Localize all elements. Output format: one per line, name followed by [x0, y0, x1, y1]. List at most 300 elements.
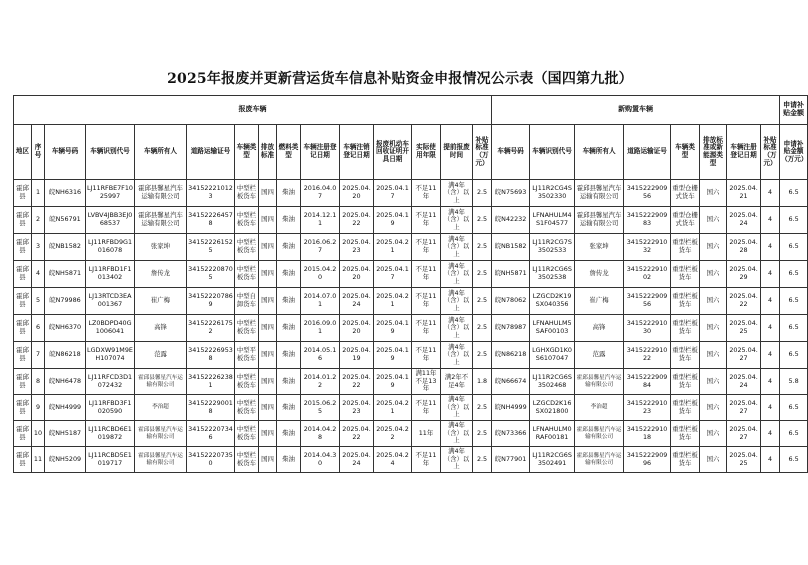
table-cell: 霍邱县馨星汽车运输有限公司: [575, 447, 624, 473]
table-cell: 满4年（含）以上: [441, 395, 473, 421]
table-cell: LZGCD2K19SX040356: [530, 288, 575, 315]
table-cell: 国四: [259, 447, 277, 473]
table-cell: 国四: [259, 234, 277, 261]
table-cell: 皖N79986: [45, 288, 86, 315]
table-cell: 国六: [700, 369, 727, 395]
column-header: 地区: [14, 125, 32, 180]
table-cell: 2014.12.11: [301, 207, 340, 234]
table-cell: LJ11RFBD1F1013402: [86, 261, 135, 288]
table-cell: 3: [32, 234, 45, 261]
table-cell: 满4年（含）以上: [441, 447, 473, 473]
table-cell: 国四: [259, 261, 277, 288]
table-cell: 皖NH5871: [492, 261, 530, 288]
table-cell: 341522291018: [624, 421, 671, 447]
table-cell: LFNAHULM0RAF00181: [530, 421, 575, 447]
table-cell: 4: [761, 234, 780, 261]
table-cell: 2025.04.22: [340, 421, 374, 447]
table-cell: 霍邱县: [14, 421, 32, 447]
table-cell: 2025.04.19: [374, 315, 412, 342]
table-cell: 中型栏板货车: [235, 315, 259, 342]
table-cell: 2014.04.28: [301, 421, 340, 447]
table-cell: 341522291032: [624, 234, 671, 261]
table-cell: 皖N78062: [492, 288, 530, 315]
table-cell: 重型栏板货车: [671, 342, 700, 369]
table-cell: LJ11R2CG6S3502491: [530, 447, 575, 473]
table-cell: 霍邱县馨星汽车运输有限公司: [135, 421, 187, 447]
table-cell: 2025.04.22: [340, 207, 374, 234]
table-cell: 霍邱县馨星汽车运输有限公司: [575, 180, 624, 207]
column-header: 车辆注销登记日期: [340, 125, 374, 180]
table-cell: 满4年（含）以上: [441, 315, 473, 342]
table-cell: 341522290984: [624, 369, 671, 395]
column-header: 补贴标准（万元）: [761, 125, 780, 180]
table-cell: 2.5: [473, 315, 492, 342]
table-cell: 4: [761, 447, 780, 473]
subsidy-table: [13, 95, 808, 473]
table-cell: 皖NH6478: [45, 369, 86, 395]
table-cell: 2025.04.20: [340, 315, 374, 342]
column-header: 道路运输证号: [187, 125, 235, 180]
table-cell: 重型栏板货车: [671, 315, 700, 342]
column-header: 道路运输证号: [624, 125, 671, 180]
table-cell: LGHXGD1K0S6107047: [530, 342, 575, 369]
table-cell: 2014.01.22: [301, 369, 340, 395]
table-cell: 柴油: [277, 395, 301, 421]
table-cell: 柴油: [277, 261, 301, 288]
table-cell: 满4年（含）以上: [441, 180, 473, 207]
table-cell: 皖N42232: [492, 207, 530, 234]
column-header: 车辆所有人: [575, 125, 624, 180]
table-cell: 不足11年: [412, 315, 441, 342]
table-cell: 2025.04.27: [727, 395, 761, 421]
table-cell: 341522290996: [624, 447, 671, 473]
column-header: 车辆类型: [671, 125, 700, 180]
table-cell: 霍邱县: [14, 180, 32, 207]
table-cell: 2025.04.21: [374, 395, 412, 421]
table-cell: 341522208705: [187, 261, 235, 288]
table-cell: 国六: [700, 180, 727, 207]
table-cell: 4: [761, 261, 780, 288]
table-cell: 4: [761, 315, 780, 342]
table-cell: 6.5: [780, 180, 808, 207]
table-cell: LFNAHULM4S1F04577: [530, 207, 575, 234]
table-cell: 2.5: [473, 288, 492, 315]
column-header: 车辆识别代号: [530, 125, 575, 180]
table-cell: 341522207346: [187, 421, 235, 447]
table-cell: 国六: [700, 288, 727, 315]
table-cell: 张家坤: [575, 234, 624, 261]
table-cell: 国六: [700, 447, 727, 473]
table-cell: 341522290956: [624, 180, 671, 207]
table-cell: LJ11RFBD9G1016078: [86, 234, 135, 261]
table-cell: LJ13RTCD3EA001367: [86, 288, 135, 315]
table-cell: 2.5: [473, 180, 492, 207]
table-cell: 国四: [259, 180, 277, 207]
table-row: [14, 261, 808, 288]
table-cell: 2025.04.27: [727, 342, 761, 369]
table-cell: 341522261525: [187, 234, 235, 261]
table-cell: 皖NH4999: [45, 395, 86, 421]
table-cell: 不足11年: [412, 180, 441, 207]
column-header: 申请补贴金额（万元）: [780, 125, 808, 180]
table-cell: 中型栏板货车: [235, 234, 259, 261]
table-cell: 崔广梅: [575, 288, 624, 315]
table-cell: 2025.04.24: [727, 207, 761, 234]
table-cell: 6.5: [780, 207, 808, 234]
table-cell: 2025.04.22: [727, 288, 761, 315]
table-cell: LZ0BDPD40G1006041: [86, 315, 135, 342]
table-cell: 5.8: [780, 369, 808, 395]
table-cell: 国六: [700, 315, 727, 342]
table-cell: 341522291030: [624, 315, 671, 342]
table-cell: 柴油: [277, 369, 301, 395]
table-cell: 341522291002: [624, 261, 671, 288]
table-cell: 詹传龙: [575, 261, 624, 288]
table-cell: 霍邱县: [14, 288, 32, 315]
table-row: [14, 315, 808, 342]
table-cell: 不足11年: [412, 234, 441, 261]
table-cell: 341522290983: [624, 207, 671, 234]
table-row: [14, 207, 808, 234]
table-cell: 中型栏板货车: [235, 180, 259, 207]
table-cell: 皖NH6370: [45, 315, 86, 342]
table-cell: 4: [761, 369, 780, 395]
table-cell: 霍邱县: [14, 369, 32, 395]
table-cell: 9: [32, 395, 45, 421]
table-cell: LJ11R2CG6S3502468: [530, 369, 575, 395]
table-cell: 2.5: [473, 421, 492, 447]
table-cell: 皖N77901: [492, 447, 530, 473]
table-row: [14, 421, 808, 447]
table-cell: 341522291023: [624, 395, 671, 421]
table-cell: 2.5: [473, 395, 492, 421]
table-cell: 霍邱县馨星汽车运输有限公司: [575, 421, 624, 447]
table-cell: 4: [761, 180, 780, 207]
table-cell: 4: [761, 342, 780, 369]
table-cell: 2025.04.24: [727, 369, 761, 395]
table-cell: 皖NH6316: [45, 180, 86, 207]
table-cell: 2025.04.21: [727, 180, 761, 207]
column-header: 补贴标准（万元）: [473, 125, 492, 180]
table-cell: 柴油: [277, 180, 301, 207]
table-cell: 4: [32, 261, 45, 288]
table-cell: 满4年（含）以上: [441, 261, 473, 288]
column-header: 燃料类型: [277, 125, 301, 180]
table-cell: 6.5: [780, 395, 808, 421]
table-cell: 柴油: [277, 421, 301, 447]
table-cell: 柴油: [277, 288, 301, 315]
table-row: [14, 180, 808, 207]
table-cell: 詹传龙: [135, 261, 187, 288]
table-cell: 6.5: [780, 288, 808, 315]
table-cell: 中型栏板货车: [235, 421, 259, 447]
table-cell: 满2年不足4年: [441, 369, 473, 395]
table-cell: 2014.05.16: [301, 342, 340, 369]
table-cell: LJ11R2CG6S3502538: [530, 261, 575, 288]
table-cell: 2025.04.24: [374, 447, 412, 473]
table-cell: 重型栏板货车: [671, 234, 700, 261]
table-cell: 中型平板货车: [235, 342, 259, 369]
table-cell: 341522210123: [187, 180, 235, 207]
table-cell: 2025.04.19: [374, 207, 412, 234]
table-cell: 2015.04.20: [301, 261, 340, 288]
table-cell: 国四: [259, 315, 277, 342]
table-cell: LJ11RFBE7F1025997: [86, 180, 135, 207]
table-cell: 国六: [700, 234, 727, 261]
table-cell: 341522207350: [187, 447, 235, 473]
table-cell: 2025.04.19: [374, 369, 412, 395]
column-header: 车辆号码: [492, 125, 530, 180]
table-cell: 霍邱县: [14, 207, 32, 234]
table-row: [14, 369, 808, 395]
table-cell: 不足11年: [412, 261, 441, 288]
column-header: 实际使用年限: [412, 125, 441, 180]
table-cell: 中型自卸货车: [235, 288, 259, 315]
table-cell: 4: [761, 395, 780, 421]
table-cell: 2025.04.17: [374, 180, 412, 207]
table-cell: 重型栏板货车: [671, 288, 700, 315]
table-cell: LJ11RCBD5E1019717: [86, 447, 135, 473]
table-cell: 重型仓栅式货车: [671, 207, 700, 234]
table-cell: 国六: [700, 421, 727, 447]
table-cell: 11: [32, 447, 45, 473]
table-cell: 柴油: [277, 315, 301, 342]
column-header: 车辆类型: [235, 125, 259, 180]
column-header: 提前报废时间: [441, 125, 473, 180]
table-row: [14, 447, 808, 473]
table-cell: LJ11R2CG7S3502533: [530, 234, 575, 261]
table-cell: 不足11年: [412, 447, 441, 473]
table-cell: 国六: [700, 261, 727, 288]
table-cell: 皖N86218: [45, 342, 86, 369]
table-cell: LGDXW91M9EH107074: [86, 342, 135, 369]
column-header: 排放标准或新能源类型: [700, 125, 727, 180]
table-cell: 国四: [259, 288, 277, 315]
table-cell: 不足11年: [412, 342, 441, 369]
table-cell: 重型栏板货车: [671, 421, 700, 447]
table-cell: 6.5: [780, 234, 808, 261]
table-cell: LZGCD2K16SX021800: [530, 395, 575, 421]
table-cell: 2.5: [473, 234, 492, 261]
table-cell: 2025.04.20: [340, 261, 374, 288]
table-cell: 柴油: [277, 447, 301, 473]
table-cell: 霍邱县馨星汽车运输有限公司: [135, 447, 187, 473]
column-header: 报废机动车回收证明开具日期: [374, 125, 412, 180]
table-cell: 皖NB1582: [45, 234, 86, 261]
table-cell: LJ11RCBD6E1019872: [86, 421, 135, 447]
table-cell: 341522290018: [187, 395, 235, 421]
table-cell: 皖N86218: [492, 342, 530, 369]
table-cell: 柴油: [277, 207, 301, 234]
table-cell: 霍邱县: [14, 234, 32, 261]
table-cell: 国四: [259, 369, 277, 395]
table-cell: 1.8: [473, 369, 492, 395]
table-cell: 皖N73366: [492, 421, 530, 447]
table-cell: 4: [761, 288, 780, 315]
table-cell: 2025.04.27: [727, 421, 761, 447]
table-cell: 霍邱县馨星汽车运输有限公司: [135, 369, 187, 395]
table-cell: 6.5: [780, 447, 808, 473]
table-cell: 2014.07.01: [301, 288, 340, 315]
table-cell: 霍邱县馨星汽车运输有限公司: [575, 369, 624, 395]
table-cell: 8: [32, 369, 45, 395]
table-row: [14, 395, 808, 421]
table-cell: 满4年（含）以上: [441, 207, 473, 234]
table-cell: 1: [32, 180, 45, 207]
table-cell: 满4年（含）以上: [441, 342, 473, 369]
table-cell: 满4年（含）以上: [441, 234, 473, 261]
table-cell: 柴油: [277, 342, 301, 369]
table-cell: 2025.04.20: [340, 180, 374, 207]
table-cell: 341522269538: [187, 342, 235, 369]
table-cell: 2025.04.21: [374, 288, 412, 315]
table-cell: 中型栏板货车: [235, 395, 259, 421]
table-cell: 6.5: [780, 421, 808, 447]
table-cell: 张家坤: [135, 234, 187, 261]
table-cell: 霍邱县馨星汽车运输有限公司: [575, 207, 624, 234]
page-title: 2025年报废并更新营运货车信息补贴资金申报情况公示表（国四第九批）: [167, 71, 633, 87]
table-cell: 4: [761, 207, 780, 234]
table-cell: 李治超: [575, 395, 624, 421]
table-cell: 10: [32, 421, 45, 447]
table-cell: 2.5: [473, 342, 492, 369]
table-cell: 4: [761, 421, 780, 447]
table-cell: LJ11RFBD3F1020590: [86, 395, 135, 421]
table-cell: 2025.04.21: [374, 234, 412, 261]
table-cell: 11年: [412, 421, 441, 447]
table-cell: 满4年（含）以上: [441, 421, 473, 447]
table-cell: 6.5: [780, 315, 808, 342]
table-cell: 341522262381: [187, 369, 235, 395]
table-cell: 341522290956: [624, 288, 671, 315]
table-cell: 中型栏板货车: [235, 447, 259, 473]
table-cell: 范露: [135, 342, 187, 369]
table-cell: 国六: [700, 395, 727, 421]
table-cell: 重型栏板货车: [671, 261, 700, 288]
table-cell: 国四: [259, 421, 277, 447]
table-body: [14, 180, 808, 473]
table-cell: 高锋: [575, 315, 624, 342]
table-cell: 341522261752: [187, 315, 235, 342]
table-cell: 2025.04.29: [727, 261, 761, 288]
table-cell: 5: [32, 288, 45, 315]
table-cell: 霍邱县: [14, 447, 32, 473]
table-cell: 2025.04.25: [727, 315, 761, 342]
table-cell: 霍邱县: [14, 261, 32, 288]
table-cell: 皖NH4999: [492, 395, 530, 421]
table-cell: 6: [32, 315, 45, 342]
table-cell: 中型栏板货车: [235, 261, 259, 288]
column-header: 车辆号码: [45, 125, 86, 180]
table-cell: 国六: [700, 207, 727, 234]
table-cell: 2025.04.22: [340, 369, 374, 395]
table-cell: 2025.04.22: [374, 421, 412, 447]
table-cell: 重型栏板货车: [671, 395, 700, 421]
table-cell: 霍邱县馨星汽车运输有限公司: [135, 180, 187, 207]
table-cell: 2025.04.24: [340, 288, 374, 315]
table-cell: 国六: [700, 342, 727, 369]
table-cell: 6.5: [780, 261, 808, 288]
group-header-new: 新购置车辆: [492, 96, 780, 125]
table-cell: 重型仓栅式货车: [671, 180, 700, 207]
table-cell: 皖NH5187: [45, 421, 86, 447]
table-cell: 皖NH5871: [45, 261, 86, 288]
table-cell: 2025.04.25: [727, 447, 761, 473]
table-row: [14, 288, 808, 315]
table-cell: 341522207869: [187, 288, 235, 315]
table-cell: 中型栏板货车: [235, 207, 259, 234]
table-cell: 柴油: [277, 234, 301, 261]
table-cell: 中型栏板货车: [235, 369, 259, 395]
table-cell: 2.5: [473, 207, 492, 234]
column-header: 车辆识别代号: [86, 125, 135, 180]
table-cell: 341522264578: [187, 207, 235, 234]
table-cell: 2025.04.17: [374, 261, 412, 288]
table-cell: 霍邱县: [14, 342, 32, 369]
table-row: [14, 234, 808, 261]
table-cell: 2.5: [473, 261, 492, 288]
table-cell: 满11年不足13年: [412, 369, 441, 395]
table-cell: 国四: [259, 207, 277, 234]
table-cell: 2016.09.01: [301, 315, 340, 342]
table-cell: LFNAHULM5SAF00103: [530, 315, 575, 342]
table-cell: 崔广梅: [135, 288, 187, 315]
table-cell: 2025.04.19: [340, 342, 374, 369]
table-cell: 6.5: [780, 342, 808, 369]
table-cell: 国四: [259, 342, 277, 369]
table-cell: 重型栏板货车: [671, 447, 700, 473]
table-cell: 满4年（含）以上: [441, 288, 473, 315]
table-cell: 霍邱县: [14, 395, 32, 421]
table-cell: 皖N66674: [492, 369, 530, 395]
table-cell: 皖N75693: [492, 180, 530, 207]
table-cell: 2025.04.19: [374, 342, 412, 369]
table-cell: 不足11年: [412, 288, 441, 315]
table-cell: 皖N78987: [492, 315, 530, 342]
table-cell: 皖NB1582: [492, 234, 530, 261]
table-cell: 7: [32, 342, 45, 369]
table-cell: 2025.04.23: [340, 234, 374, 261]
column-header: 序号: [32, 125, 45, 180]
table-cell: 不足11年: [412, 395, 441, 421]
table-cell: 2025.04.24: [340, 447, 374, 473]
table-cell: 高锋: [135, 315, 187, 342]
table-cell: 341522291022: [624, 342, 671, 369]
table-cell: 2016.04.07: [301, 180, 340, 207]
group-header-apply: 申请补贴金额: [780, 96, 808, 125]
column-header: 车辆所有人: [135, 125, 187, 180]
column-header: 排放标准: [259, 125, 277, 180]
table-cell: 2014.04.30: [301, 447, 340, 473]
table-cell: 2025.04.28: [727, 234, 761, 261]
column-header-row: [14, 125, 808, 180]
column-header: 车辆注册登记日期: [301, 125, 340, 180]
table-cell: 霍邱县馨星汽车运输有限公司: [135, 207, 187, 234]
table-cell: 霍邱县: [14, 315, 32, 342]
table-cell: LJ11R2CG4S3502330: [530, 180, 575, 207]
table-cell: 国四: [259, 395, 277, 421]
table-cell: 2025.04.23: [340, 395, 374, 421]
table-cell: 重型栏板货车: [671, 369, 700, 395]
table-cell: 不足11年: [412, 207, 441, 234]
table-cell: 2: [32, 207, 45, 234]
table-cell: 2016.06.27: [301, 234, 340, 261]
table-cell: LVBV4JBB3EJ068537: [86, 207, 135, 234]
table-cell: 2.5: [473, 447, 492, 473]
table-cell: 2015.06.25: [301, 395, 340, 421]
column-header: 车辆注册登记日期: [727, 125, 761, 180]
table-cell: 范露: [575, 342, 624, 369]
